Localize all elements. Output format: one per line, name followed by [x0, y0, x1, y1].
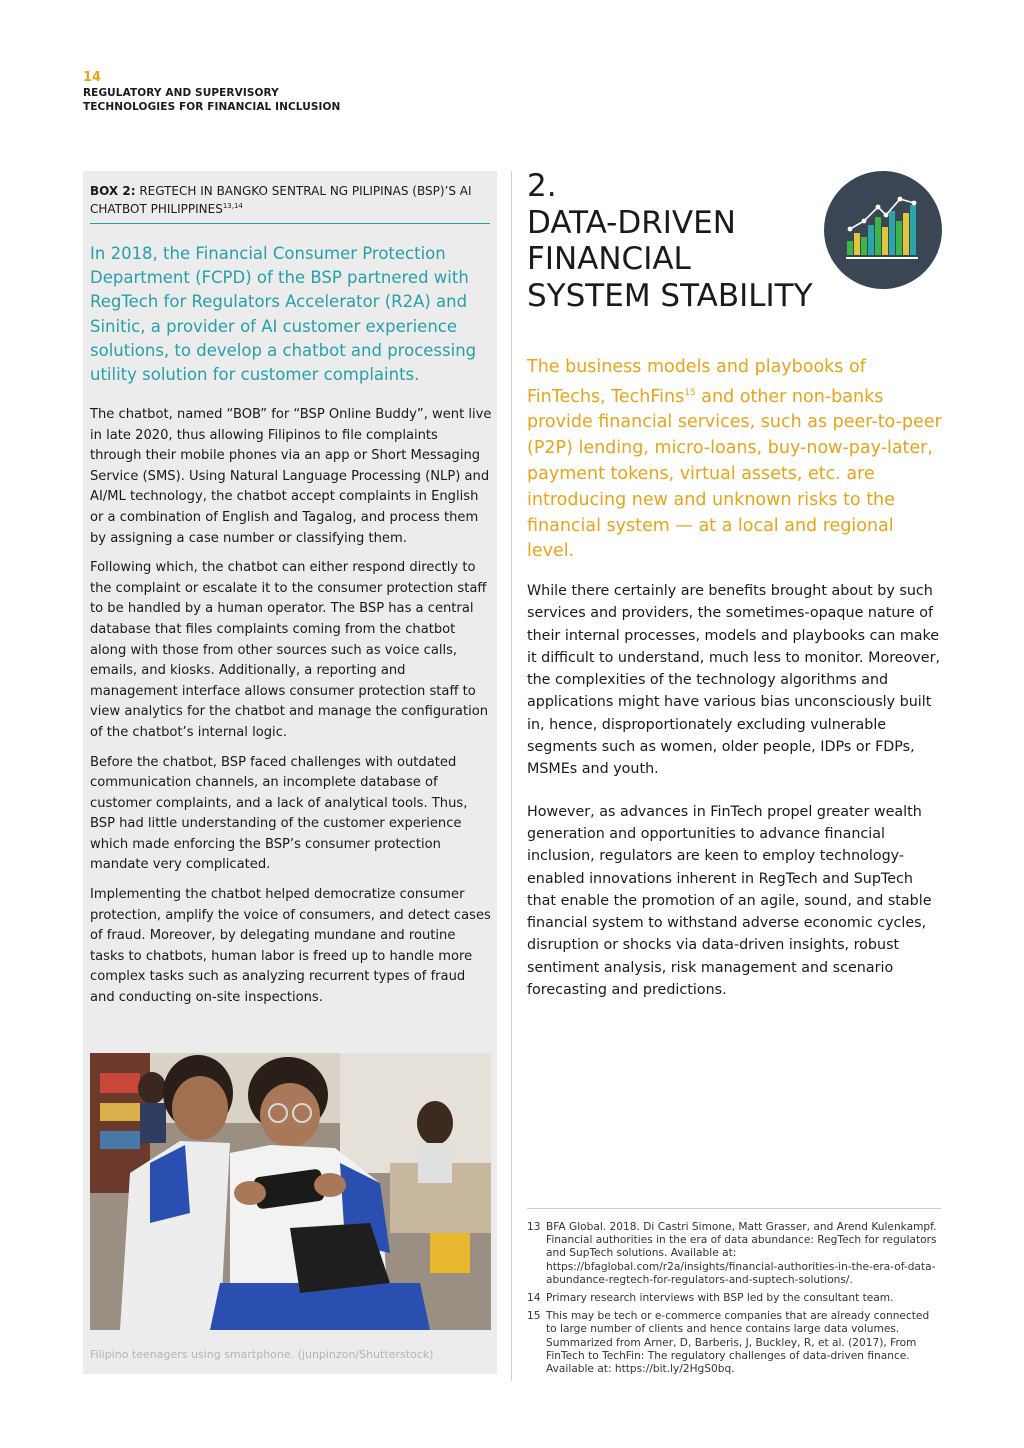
section-paragraph: While there certainly are benefits brought about by such services and providers, the sometimes-opaque nature of their internal processes, models and playbooks can make it difficult to understand, much less to monitor. Moreover, the complexities of the technology algorithms and applications might have various bias unconsciously built in, hence, disproportionately excluding vulnerable segments such as women, older people, IDPs or FDPs, MSMEs and youth.: [527, 583, 940, 778]
footnotes-divider: [527, 1208, 941, 1209]
box-title-refs[interactable]: 13,14: [222, 202, 243, 210]
photo-caption: Filipino teenagers using smartphone. (junpinzon/Shutterstock): [90, 1348, 434, 1361]
box-intro: In 2018, the Financial Consumer Protection Department (FCPD) of the BSP partnered with RegTech for Regulators Accelerator (R2A) and Sinitic, a provider of AI customer experience solutions, to develop a chatbot and processing utility solution for customer complaints.: [90, 244, 477, 385]
page-header: [83, 70, 340, 114]
section-title-line: DATA-DRIVEN: [527, 204, 736, 241]
section-lead: [527, 355, 945, 565]
box-divider: [90, 223, 490, 224]
footnote-14: [527, 1292, 943, 1305]
box-paragraph: The chatbot, named “BOB” for “BSP Online Buddy”, went live in late 2020, thus allowing Filipinos to file complaints through their mobile phones via an app or Short Messaging Service (SMS). Using Natural Language Processing (NLP) and AI/ML technology, the chatbot accept complaints in English or a combination of English and Tagalog, and process them by assigning a case number or classifying them.: [90, 407, 492, 546]
footnote-text: This may be tech or e-commerce companies that are already connected to large number of clients and hence contains large data volumes. Summarized from Arner, D, Barberis, J, Buckley, R, et al. (2017), From FinTech to TechFin: The regulatory challenges of data-driven finance. Available at: https://bit.ly/2HgS0bq.: [546, 1310, 930, 1376]
section-body: [527, 580, 945, 1021]
footnote-number: 13: [527, 1221, 541, 1233]
case-study-box: [83, 171, 497, 1374]
section-title: [527, 168, 813, 314]
section-title-line: SYSTEM STABILITY: [527, 277, 813, 314]
footnote-13: [527, 1221, 943, 1287]
box-paragraph: Following which, the chatbot can either respond directly to the complaint or escalate it to the consumer protection staff to be handled by a human operator. The BSP has a central database that files complaints coming from the chatbot along with those from other sources such as voice calls, emails, and kiosks. Additionally, a reporting and management interface allows consumer protection staff to view analytics for the chatbot and manage the configuration of the chatbot’s internal logic.: [90, 560, 489, 740]
photo-illustration: [90, 1053, 491, 1330]
column-divider: [511, 171, 512, 1381]
section-number: 2.: [527, 168, 557, 204]
lead-text-part2: and other non-banks provide financial services, such as peer-to-peer (P2P) lending, micro-loans, buy-now-pay-later, payment tokens, virtual assets, etc. are introducing new and unknown risks to the financial system — at a local and regional level.: [527, 386, 942, 562]
footnote-number: 15: [527, 1310, 541, 1323]
box-paragraph: Before the chatbot, BSP faced challenges with outdated communication channels, an incomplete database of customer complaints, and a lack of analytical tools. Thus, BSP had little understanding of the customer experience which made enforcing the BSP’s consumer protection mandate very complicated.: [90, 754, 468, 873]
report-title-line1: REGULATORY AND SUPERVISORY: [83, 87, 279, 99]
lead-text-part1: The business models and playbooks of FinTechs, TechFins: [527, 357, 866, 407]
footnote-text: Primary research interviews with BSP led by the consultant team.: [546, 1292, 894, 1305]
box-title: [90, 184, 490, 217]
box-paragraph: Implementing the chatbot helped democratize consumer protection, amplify the voice of consumers, and detect cases of fraud. Moreover, by delegating mundane and routine tasks to chatbots, human labor is freed up to handle more complex tasks such as analyzing recurrent types of fraud and conducting on-site inspections.: [90, 887, 491, 1006]
box-title-text: REGTECH IN BANGKO SENTRAL NG PILIPINAS (BSP)’S AI CHATBOT PHILIPPINES: [90, 184, 472, 216]
teenagers-photo: [90, 1053, 491, 1330]
page-number: 14: [83, 70, 102, 85]
footnotes: [527, 1221, 943, 1381]
section-paragraph: However, as advances in FinTech propel greater wealth generation and opportunities to advance financial inclusion, regulators are keen to employ technology-enabled innovations inherent in RegTech and SupTech that enable the promotion of an agile, sound, and stable financial system to withstand adverse economic cycles, disruption or shocks via data-driven insights, robust sentiment analysis, risk management and scenario forecasting and predictions.: [527, 803, 932, 999]
report-title-line2: TECHNOLOGIES FOR FINANCIAL INCLUSION: [83, 101, 341, 113]
footnote-ref-15[interactable]: 15: [684, 387, 696, 398]
bar-chart-trend-icon: [824, 171, 942, 289]
box-label: BOX 2:: [90, 184, 136, 198]
footnote-text: BFA Global. 2018. Di Castri Simone, Matt Grasser, and Arend Kulenkampf. Financial authorities in the era of data abundance: RegTech for regulators and SupTech solutions. Available at: https://bfaglobal.com/r2a/insights/financial-authorities-in-the-era-of-data-abundance-regtech-for-regulators-and-suptech-solutions/.: [546, 1221, 937, 1286]
section-title-line: FINANCIAL: [527, 241, 691, 277]
footnote-15: [527, 1310, 943, 1376]
box-body: [90, 405, 492, 1018]
footnote-number: 14: [527, 1292, 541, 1305]
